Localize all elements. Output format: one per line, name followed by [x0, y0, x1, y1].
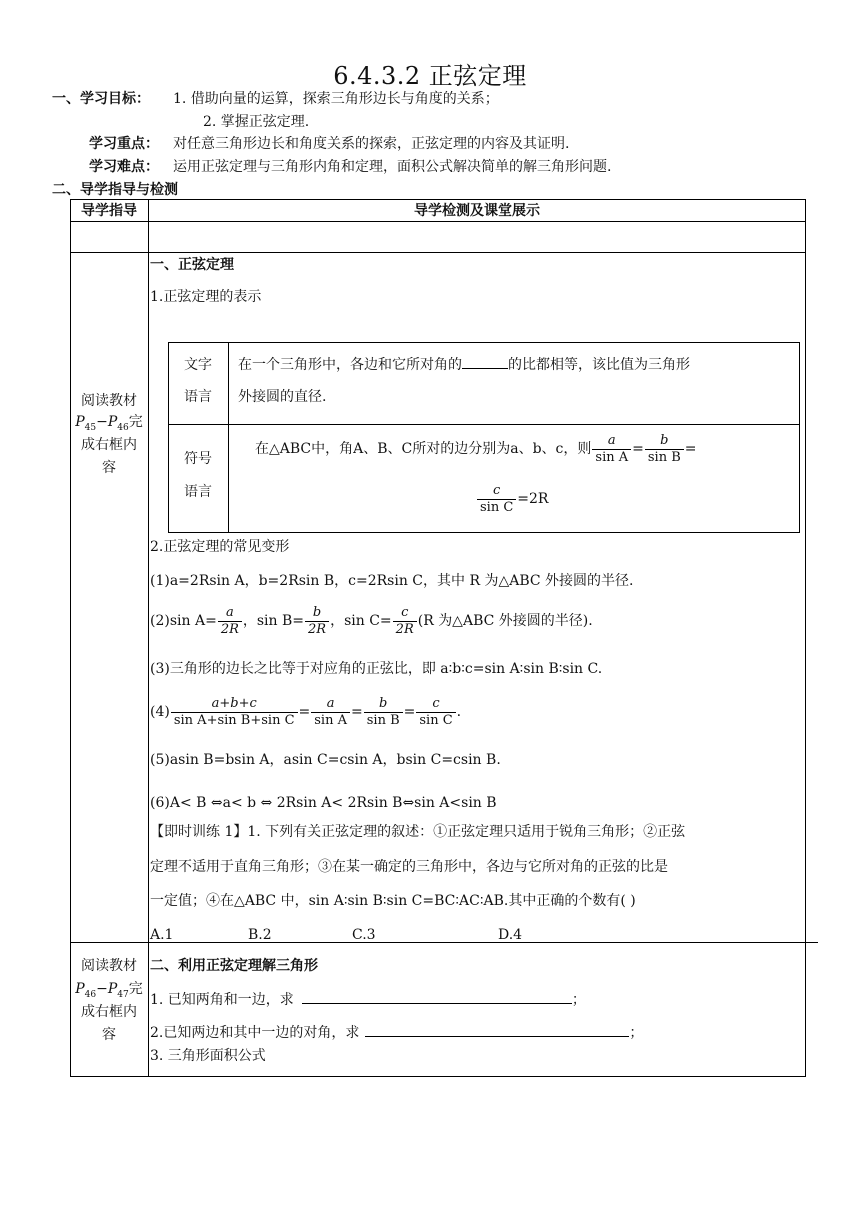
option-c: C.3 [352, 927, 376, 943]
variant-4: (4) $\frac{a+b+c}{\text{sin A+sin B+sin C}}$ = $\frac{a}{\text{sin A}}$ = $\frac{b}{\text{sin B}}$ = $\frac{c}{\text{sin C}}$ . [150, 695, 462, 728]
symbol-language-text: 在△ABC中，角A、B、C所对的边分别为a、b、c，则 $\frac{a}{\text{sin A}}$ = $\frac{b}{\text{sin B}}$ = [255, 432, 697, 465]
option-b: B.2 [248, 927, 272, 943]
symbol-language-label-b: 语言 [184, 484, 212, 500]
variant-6: (6)A< B ⇔a< b ⇔ 2Rsin A< 2Rsin B⇔sin A<sin B [150, 795, 497, 811]
fill-blank[interactable] [365, 1036, 629, 1037]
part1-sub2: 2.正弦定理的常见变形 [150, 539, 290, 555]
row2-guide-line1: 阅读教材 [81, 958, 137, 974]
row1-guide-line2: $P_{45}-P_{46}$完 [75, 414, 143, 433]
column-header-check: 导学检测及课堂展示 [414, 203, 540, 219]
option-a: A.1 [150, 927, 174, 943]
variant-3: (3)三角形的边长之比等于对应角的正弦比，即 a∶b∶c=sin A∶sin B∶sin C. [150, 661, 603, 677]
row2-guide-line4: 容 [102, 1027, 116, 1043]
word-language-label-b: 语言 [184, 389, 212, 405]
option-d: D.4 [498, 927, 523, 943]
part1-sub1: 1.正弦定理的表示 [150, 289, 262, 305]
part2-item-1: 1. 已知两角和一边，求 ； [150, 992, 586, 1008]
training-line-2: 定理不适用于直角三角形；③在某一确定的三角形中，各边与它所对角的正弦的比是 [150, 859, 668, 875]
row1-guide-line1: 阅读教材 [81, 393, 137, 409]
variant-1: (1)a=2Rsin A，b=2Rsin B，c=2Rsin C，其中 R 为△ABC 外接圆的半径. [150, 573, 634, 589]
part2-heading: 二、利用正弦定理解三角形 [150, 958, 318, 974]
objectives-label: 一、学习目标： [52, 91, 150, 107]
objective-item-2: 2. 掌握正弦定理. [203, 114, 310, 130]
page-title: 6.4.3.2 正弦定理 [333, 62, 527, 90]
row1-guide-line4: 容 [102, 460, 116, 476]
part2-item-2: 2.已知两边和其中一边的对角，求 ； [150, 1025, 644, 1041]
word-language-text-1: 在一个三角形中，各边和它所对角的 的比都相等，该比值为三角形 [238, 357, 690, 373]
part2-item-3: 3. 三角形面积公式 [150, 1048, 266, 1064]
table-header-divider [70, 221, 806, 222]
section-2-heading: 二、导学指导与检测 [52, 182, 178, 198]
key-point-label: 学习重点： [89, 136, 159, 152]
difficulty-label: 学习难点： [89, 159, 159, 175]
row1-guide-line3: 成右框内 [81, 437, 137, 453]
fill-blank[interactable] [302, 1003, 572, 1004]
training-line-1: 【即时训练 1】1. 下列有关正弦定理的叙述：①正弦定理只适用于锐角三角形；②正弦 [150, 824, 686, 840]
variant-5: (5)asin B=bsin A，asin C=csin A，bsin C=csin B. [150, 752, 501, 768]
theorem-table-divider-h [168, 424, 800, 425]
fill-blank[interactable] [462, 368, 508, 369]
row2-guide-line2: $P_{46}-P_{47}$完 [75, 981, 143, 1000]
column-header-guide: 导学指导 [81, 203, 137, 219]
theorem-table-divider-v [228, 342, 229, 533]
table-empty-row-divider [70, 252, 806, 253]
word-language-text-2: 外接圆的直径. [238, 389, 327, 405]
difficulty-text: 运用正弦定理与三角形内角和定理，面积公式解决简单的解三角形问题. [173, 159, 612, 175]
symbol-language-label-a: 符号 [184, 451, 212, 467]
variant-2: (2)sin A= $\frac{a}{2R}$ ，sin B= $\frac{b}{2R}$ ，sin C= $\frac{c}{2R}$ (R 为△ABC 外接圆的半径). [150, 604, 593, 637]
key-point-text: 对任意三角形边长和角度关系的探索，正弦定理的内容及其证明. [173, 136, 570, 152]
row2-guide-line3: 成右框内 [81, 1004, 137, 1020]
table-column-divider [148, 199, 149, 1077]
part1-heading: 一、正弦定理 [150, 257, 234, 273]
word-language-label-a: 文字 [184, 357, 212, 373]
table-row-divider [70, 942, 818, 943]
symbol-language-end: $\frac{c}{\text{sin C}}$ =2R [476, 479, 548, 519]
training-line-3: 一定值；④在△ABC 中，sin A∶sin B∶sin C=BC∶AC∶AB.其中正确的个数有( ) [150, 893, 636, 909]
objective-item-1: 1. 借助向量的运算，探索三角形边长与角度的关系； [173, 91, 499, 107]
